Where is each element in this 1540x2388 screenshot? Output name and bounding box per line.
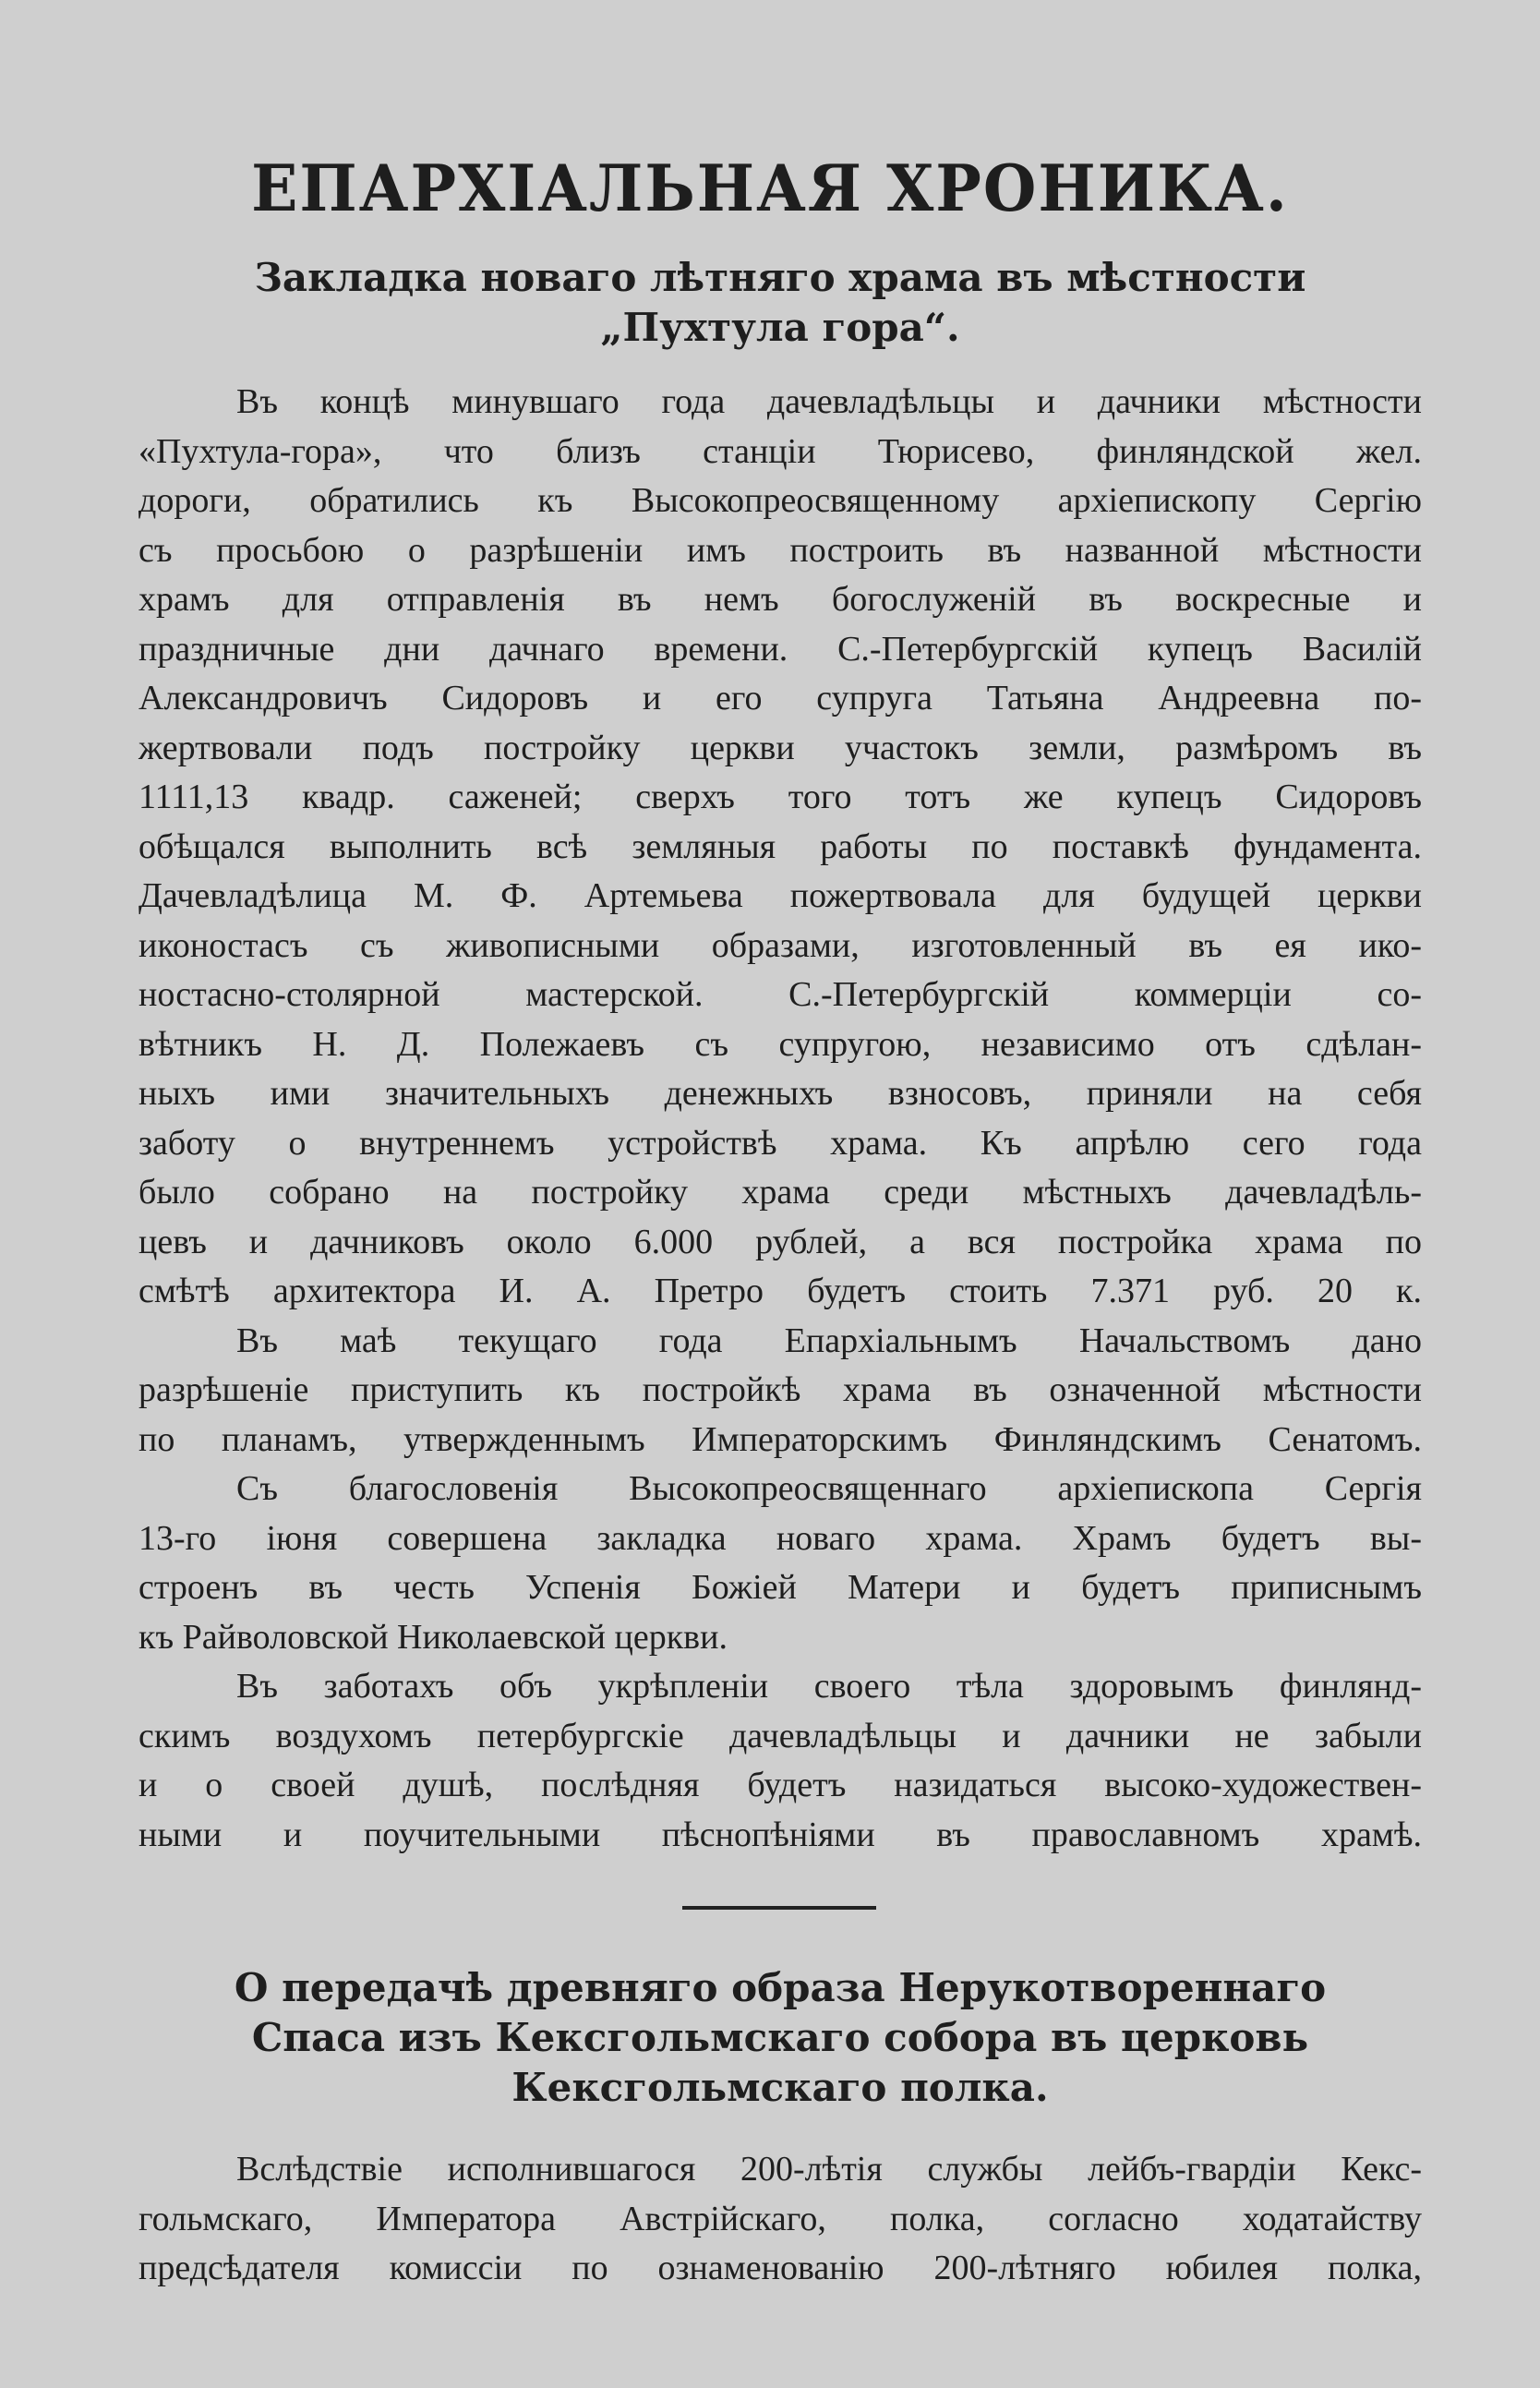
paragraph — [138, 1465, 1422, 1662]
text-line: ными и поучительными пѣснопѣніями въ православномъ храмѣ. — [138, 1815, 1422, 1854]
text-line: гольмскаго, Императора Австрійскаго, полка, согласно ходатайству — [138, 2199, 1422, 2238]
text-line: строенъ въ честь Успенія Божіей Матери и будетъ приписнымъ — [138, 1568, 1422, 1607]
heading-line: Закладка новаго лѣтняго храма въ мѣстности — [254, 255, 1306, 300]
section-divider — [682, 1906, 876, 1910]
text-line: жертвовали подъ постройку церкви участокъ земли, размѣромъ въ — [138, 728, 1422, 767]
article1-body — [138, 378, 1422, 1860]
heading-line: „Пухтула гора“. — [600, 305, 960, 350]
text-line: иконостасъ съ живописными образами, изготовленный въ ея ико- — [138, 925, 1422, 965]
text-line: по планамъ, утвержденнымъ Императорскимъ Финляндскимъ Сенатомъ. — [138, 1419, 1422, 1459]
text-line: «Пухтула-гора», что близъ станціи Тюрисево, финляндской жел. — [138, 431, 1422, 471]
text-line: Въ концѣ минувшаго года дачевладѣльцы и дачники мѣстности — [236, 382, 1422, 421]
paragraph — [138, 1662, 1422, 1860]
text-line: съ просьбою о разрѣшеніи имъ построить въ названной мѣстности — [138, 530, 1422, 570]
text-line: Въ маѣ текущаго года Епархіальнымъ Начальствомъ дано — [236, 1321, 1422, 1360]
text-line: скимъ воздухомъ петербургскіе дачевладѣльцы и дачники не забыли — [138, 1716, 1422, 1755]
text-line: Александровичъ Сидоровъ и его супруга Татьяна Андреевна по- — [138, 679, 1422, 718]
article1-heading — [138, 253, 1422, 353]
text-line: храмъ для отправленія въ немъ богослуженій въ воскресные и — [138, 580, 1422, 619]
text-line: Съ благословенія Высокопреосвященнаго архіепископа Сергія — [236, 1469, 1422, 1508]
text-line: праздничные дни дачнаго времени. С.-Петербургскій купецъ Василій — [138, 629, 1422, 669]
text-line: смѣтѣ архитектора И. А. Претро будетъ стоить 7.371 руб. 20 к. — [138, 1272, 1422, 1310]
text-line: Дачевладѣлица М. Ф. Артемьева пожертвовала для будущей церкви — [138, 876, 1422, 915]
heading-line: Кексгольмскаго полка. — [511, 2065, 1049, 2110]
text-line: 1111,13 квадр. саженей; сверхъ того тотъ же купецъ Сидоровъ — [138, 778, 1422, 816]
section-title: ЕПАРХІАЛЬНАЯ ХРОНИКА. — [251, 151, 1289, 226]
text-line: цевъ и дачниковъ около 6.000 рублей, а вся постройка храма по — [138, 1222, 1422, 1261]
text-line: 13-го іюня совершена закладка новаго храма. Храмъ будетъ вы- — [138, 1518, 1422, 1558]
text-line: Вслѣдствіе исполнившагося 200-лѣтія службы лейбъ-гвардіи Кекс- — [236, 2150, 1422, 2189]
paragraph — [138, 2145, 1422, 2294]
text-line: и о своей душѣ, послѣдняя будетъ назидаться высоко-художествен- — [138, 1766, 1422, 1804]
text-line: предсѣдателя комиссіи по ознаменованію 200-лѣтняго юбилея полка, — [138, 2249, 1422, 2287]
heading-line: О передачѣ древняго образа Нерукотвореннаго — [234, 1965, 1327, 2010]
text-line: дороги, обратились къ Высокопреосвященному архіепископу Сергію — [138, 481, 1422, 520]
paragraph — [138, 1317, 1422, 1465]
text-line: обѣщался выполнить всѣ земляныя работы по поставкѣ фундамента. — [138, 826, 1422, 866]
article2-heading — [138, 1963, 1422, 2113]
text-line: ныхъ ими значительныхъ денежныхъ взносовъ, приняли на себя — [138, 1074, 1422, 1113]
text-line: вѣтникъ Н. Д. Полежаевъ съ супругою, независимо отъ сдѣлан- — [138, 1024, 1422, 1064]
text-line: къ Райволовской Николаевской церкви. — [138, 1617, 728, 1657]
text-line: было собрано на постройку храма среди мѣстныхъ дачевладѣль- — [138, 1173, 1422, 1212]
text-line: заботу о внутреннемъ устройствѣ храма. Къ апрѣлю сего года — [138, 1123, 1422, 1163]
text-line: Въ заботахъ объ укрѣпленіи своего тѣла здоровымъ финлянд- — [236, 1667, 1422, 1706]
text-line: разрѣшеніе приступить къ постройкѣ храма въ означенной мѣстности — [138, 1370, 1422, 1409]
text-line: ностасно-столярной мастерской. С.-Петербургскій коммерціи со- — [138, 975, 1422, 1014]
heading-line: Спаса изъ Кексгольмскаго собора въ церковь — [251, 2015, 1309, 2060]
article2-body — [138, 2145, 1422, 2294]
paragraph — [138, 378, 1422, 1317]
